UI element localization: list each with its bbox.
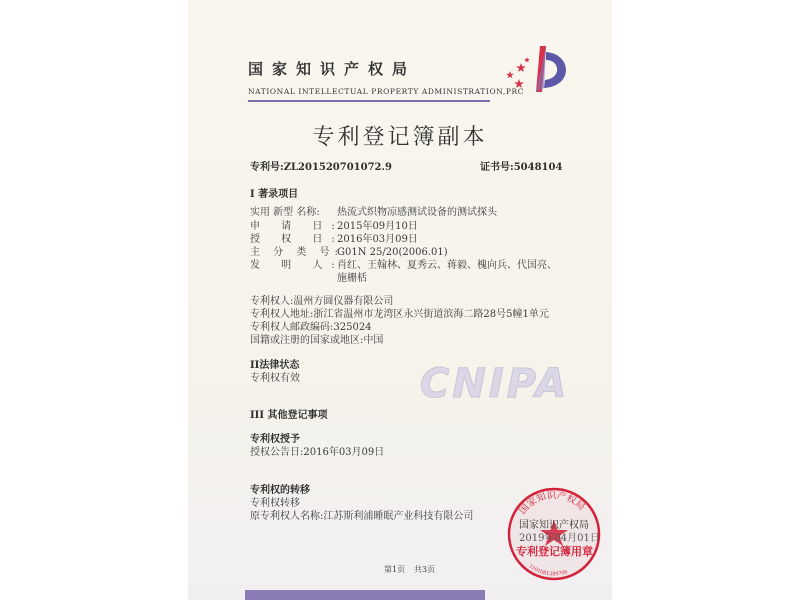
bottom-band [245,590,485,600]
application-date: 2015年09月10日 [337,221,418,232]
row-label: 授 权 日: [250,234,344,245]
inventors-continued: 施栅栝 [337,273,367,284]
former-patentee: 原专利权人名称:江苏斯利浦睡眠产业科技有限公司 [250,511,474,522]
patentee-postcode: 专利权人邮政编码:325024 [250,322,372,333]
cnipa-logo-icon [502,44,572,114]
page-total: 共3页 [414,565,436,574]
official-seal [506,486,602,582]
grant-announcement-date: 授权公告日:2016年03月09日 [250,447,385,458]
certificate-number: 证书号:5048104 [480,162,563,173]
org-name-cn: 国家知识产权局 [248,60,417,78]
row-label: 实用 新型 名称: [250,207,320,218]
patentee-address: 专利权人地址:浙江省温州市龙湾区永兴街道滨海二路28号5幢1单元 [250,309,549,320]
grant-date: 2016年03月09日 [337,234,418,245]
svg-text:国家知识产权局: 国家知识产权局 [517,490,587,517]
country: 国籍或注册的国家或地区:中国 [250,335,384,346]
section2-heading: II法律状态 [250,360,300,371]
org-name-en: NATIONAL INTELLECTUAL PROPERTY ADMINISTRATION,PRC [248,87,525,96]
patent-number: 专利号:ZL201520701072.9 [250,162,392,173]
utility-model-name: 热流式织物凉感测试设备的测试探头 [337,207,497,218]
patentee: 专利权人:温州方圆仪器有限公司 [250,296,394,307]
section3-heading: III 其他登记事项 [250,410,328,421]
row-label: 发 明 人: [250,260,344,271]
section1-heading: I 著录项目 [250,189,299,200]
seal-org: 国家知识产权局 [519,520,589,531]
row-label: 主 分 类 号: [250,247,343,258]
transfer-heading: 专利权的转移 [250,485,310,496]
grant-heading: 专利权授予 [250,434,300,445]
page-number: 第1页 [384,565,406,574]
transfer-type: 专利权转移 [250,498,300,509]
inventors: 肖红、王翰林、夏秀云、蒋毅、槐向兵、代国亮、 [337,260,557,271]
row-label: 申 请 日: [250,221,344,232]
legal-status: 专利权有效 [250,373,300,384]
svg-text:1101081389700: 1101081389700 [527,563,569,578]
document-title: 专利登记簿副本 [312,125,488,150]
cnipa-watermark: CNIPA [420,361,570,407]
seal-purpose: 专利登记簿用章 [516,545,593,558]
seal-date: 2019年04月01日 [519,533,600,544]
header-rule [248,100,490,102]
main-classification: G01N 25/20(2006.01) [337,247,448,258]
